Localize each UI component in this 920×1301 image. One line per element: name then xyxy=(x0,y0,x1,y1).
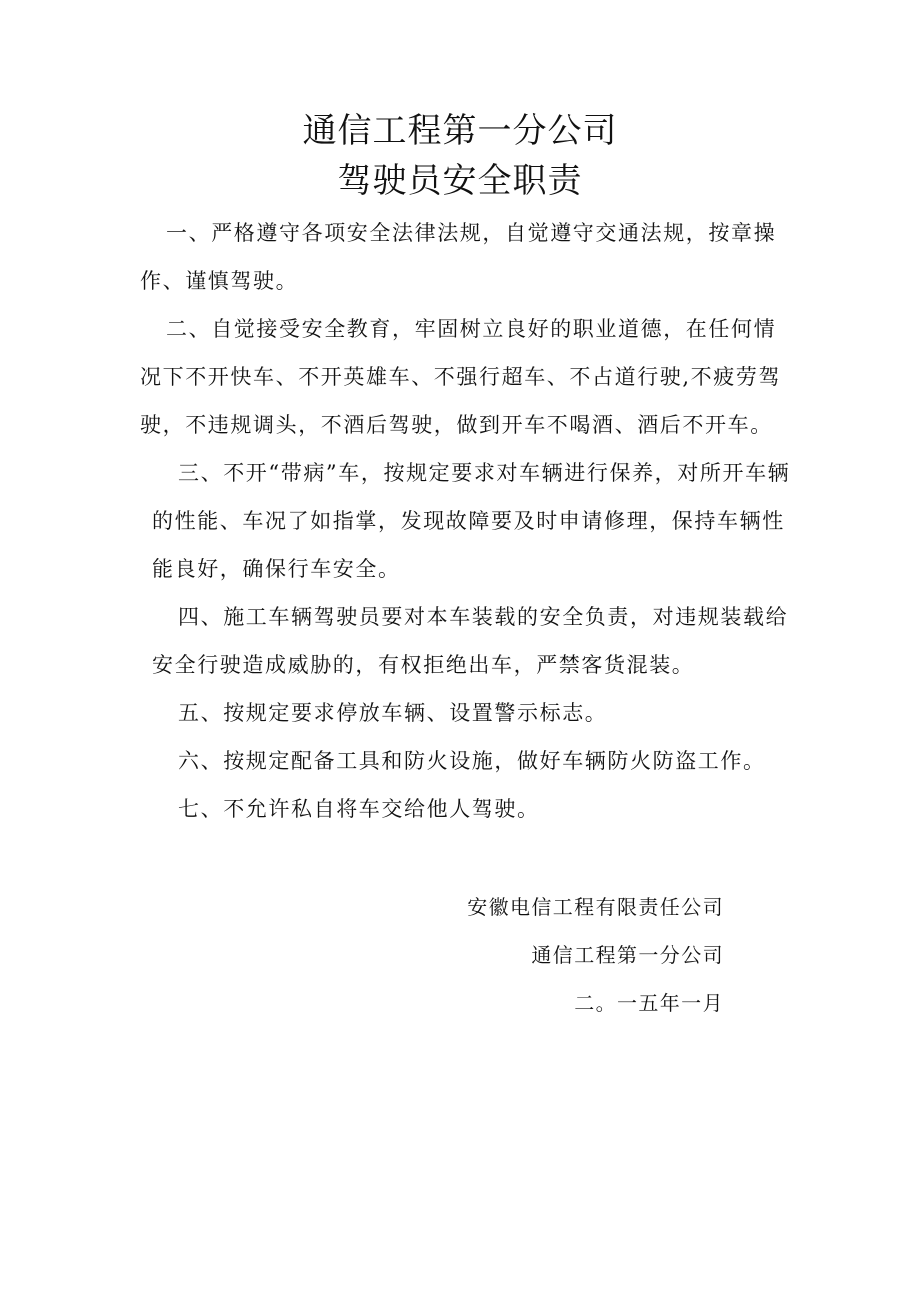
document-title: 驾驶员安全职责 xyxy=(337,161,583,201)
signature-date: 二。一五年一月 xyxy=(574,991,724,1015)
clause-4: 四、施工车辆驾驶员要对本车装载的安全负责，对违规装载给安全行驶造成威胁的，有权拒绝出车，严禁客货混装。 xyxy=(152,605,789,677)
company-heading: 通信工程第一分公司 xyxy=(302,111,618,151)
signature-branch: 通信工程第一分公司 xyxy=(531,943,724,967)
clause-7: 七、不允许私自将车交给他人驾驶。 xyxy=(178,797,540,821)
clause-2: 二、自觉接受安全教育，牢固树立良好的职业道德，在任何情况下不开快车、不开英雄车、不强行超车、不占道行驶,不疲劳驾驶，不违规调头，不酒后驾驶，做到开车不喝酒、酒后不开车。 xyxy=(140,317,782,437)
signature-organization: 安徽电信工程有限责任公司 xyxy=(467,895,724,919)
clause-5: 五、按规定要求停放车辆、设置警示标志。 xyxy=(178,701,608,725)
clause-6: 六、按规定配备工具和防火设施，做好车辆防火防盗工作。 xyxy=(178,749,766,773)
clause-1: 一、严格遵守各项安全法律法规，自觉遵守交通法规，按章操作、谨慎驾驶。 xyxy=(140,221,777,293)
clause-3: 三、不开“带病”车，按规定要求对车辆进行保养，对所开车辆的性能、车况了如指掌，发现故障要及时申请修理，保持车辆性能良好，确保行车安全。 xyxy=(152,461,791,581)
